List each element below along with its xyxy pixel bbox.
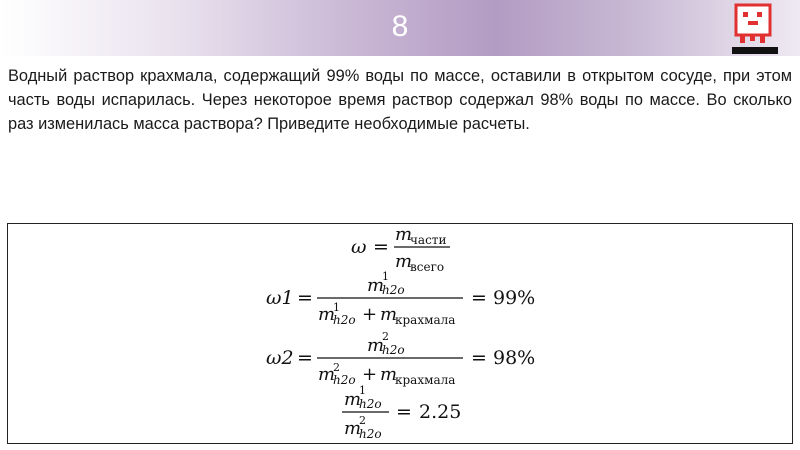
svg-text:99%: 99%	[493, 287, 536, 309]
svg-text:2: 2	[382, 330, 389, 343]
svg-text:=: =	[471, 347, 487, 369]
formula-omega1	[266, 270, 535, 327]
svg-text:m: m	[318, 364, 336, 385]
svg-text:m: m	[395, 224, 413, 245]
svg-text:m: m	[367, 335, 385, 356]
svg-text:+: +	[362, 364, 378, 385]
slide-header	[0, 0, 800, 56]
svg-text:m: m	[318, 304, 336, 325]
svg-text:крахмала: крахмала	[395, 313, 456, 327]
svg-text:=: =	[297, 347, 313, 369]
svg-text:2.25: 2.25	[419, 401, 462, 423]
svg-text:m: m	[367, 275, 385, 296]
formula-ratio	[342, 384, 461, 441]
svg-text:=: =	[396, 401, 412, 423]
formula-canvas	[8, 224, 794, 445]
svg-text:h2o: h2o	[359, 427, 382, 441]
slide-number: 8	[391, 10, 409, 43]
svg-text:m: m	[344, 389, 362, 410]
svg-text:=: =	[471, 287, 487, 309]
svg-text:всего: всего	[410, 260, 445, 274]
logo-icon	[730, 2, 778, 54]
svg-text:1: 1	[333, 301, 340, 314]
svg-text:ω1: ω1	[266, 287, 294, 309]
svg-text:ω2: ω2	[266, 347, 294, 369]
svg-text:части: части	[410, 233, 447, 247]
svg-text:h2o: h2o	[333, 313, 356, 327]
formula-omega-definition	[351, 224, 450, 274]
svg-text:крахмала: крахмала	[395, 373, 456, 387]
svg-text:m: m	[395, 251, 413, 272]
svg-text:h2o: h2o	[333, 373, 356, 387]
svg-text:h2o: h2o	[382, 283, 405, 297]
svg-text:m: m	[380, 364, 398, 385]
svg-text:=: =	[373, 236, 389, 258]
svg-text:98%: 98%	[493, 347, 536, 369]
svg-text:m: m	[344, 418, 362, 439]
svg-text:m: m	[380, 304, 398, 325]
solution-formulas	[7, 223, 793, 444]
svg-text:=: =	[297, 287, 313, 309]
problem-text: Водный раствор крахмала, содержащий 99% воды по массе, оставили в открытом сосуде, при этом часть воды испарилась. Через некоторое время раствор содержал 98% воды по массе. Во сколько раз изменилась масса раствора? Приведите необходимые расчеты.	[8, 67, 792, 133]
svg-text:2: 2	[359, 414, 366, 427]
svg-text:1: 1	[359, 384, 366, 397]
svg-text:+: +	[362, 304, 378, 325]
svg-text:ω: ω	[351, 236, 367, 258]
svg-text:1: 1	[382, 270, 389, 283]
svg-text:2: 2	[333, 361, 340, 374]
formula-omega2	[266, 330, 535, 387]
svg-text:h2o: h2o	[382, 343, 405, 357]
svg-text:h2o: h2o	[359, 397, 382, 411]
